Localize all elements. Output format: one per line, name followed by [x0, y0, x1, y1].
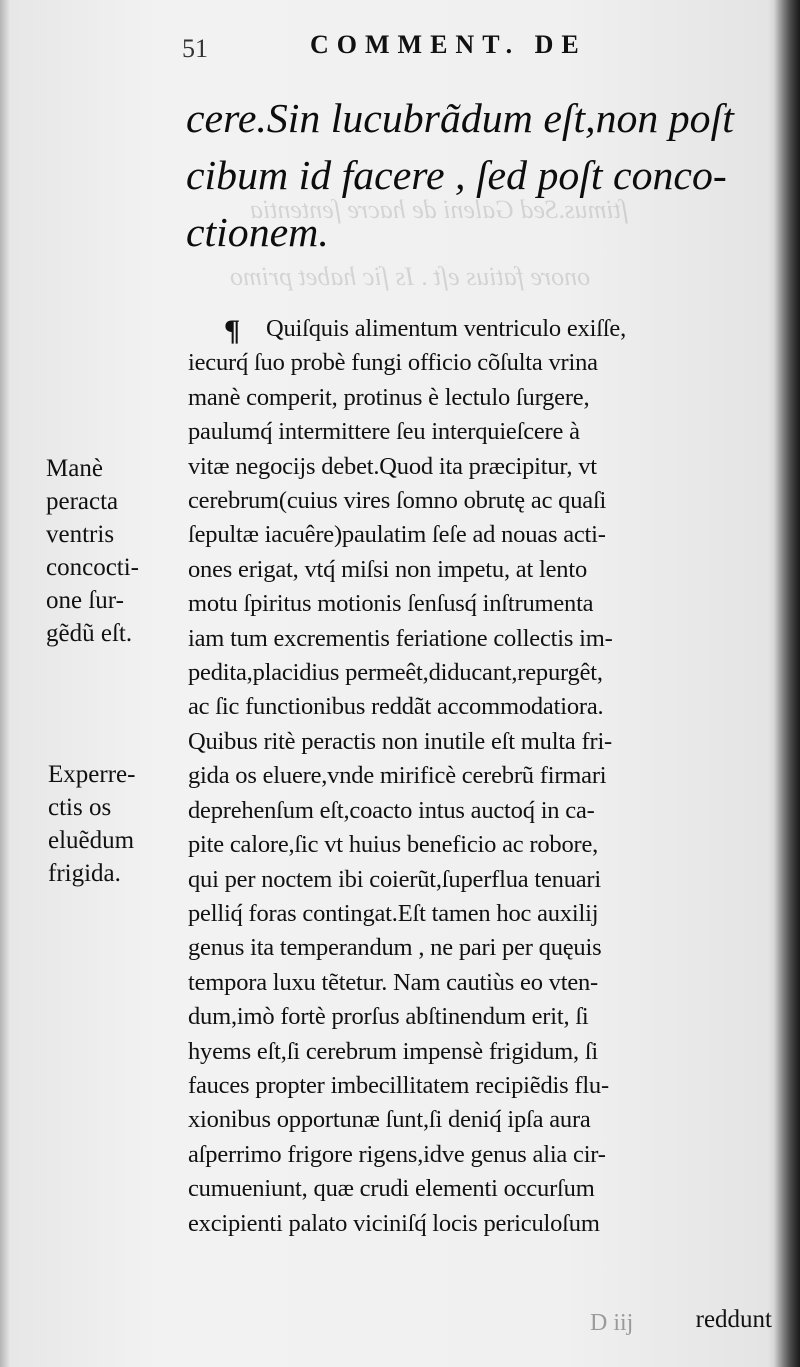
italic-line: ctionem. [186, 209, 329, 255]
margin-note-line: frigida. [48, 860, 121, 887]
body-line: iam tum excrementis feriatione collectis im- [188, 624, 613, 652]
body-line: qui per noctem ibi coierũt,ſuperflua tenuari [188, 865, 601, 893]
body-line: paulumq́ intermittere ſeu interquieſcere à [188, 418, 580, 446]
body-line: excipienti palato viciniſq́ locis periculoſum [188, 1209, 600, 1237]
body-line: ones erigat, vtq́ miſsi non impetu, at lento [188, 555, 587, 583]
show-through-text: onore fatius eſt . Is ſic habet primo [230, 262, 591, 291]
catchword: reddunt [695, 1306, 772, 1333]
running-head: COMMENT. DE [310, 30, 587, 59]
body-line: motu ſpiritus motionis ſenſusq́ inſtrumenta [188, 590, 594, 618]
body-line: pite calore,ſic vt huius beneficio ac robore, [188, 831, 599, 859]
margin-note-line: eluẽdum [48, 827, 135, 854]
body-line: deprehenſum eſt,coacto intus auctoq́ in ca- [188, 796, 595, 824]
body-line: Quibus ritè peractis non inutile eſt multa fri- [188, 727, 613, 755]
body-text [188, 312, 778, 1241]
italic-passage [186, 90, 788, 261]
body-line: pedita,placidius permeêt,diducant,repurgêt, [188, 659, 603, 687]
body-line: Quiſquis alimentum ventriculo exiſſe, [266, 315, 627, 342]
body-line: manè comperit, protinus è lectulo ſurgere, [188, 383, 590, 411]
body-line: ac ſic functionibus reddãt accommodatiora. [188, 693, 604, 721]
body-line: genus ita temperandum , ne pari per quęuis [188, 934, 602, 962]
body-line: ſepultæ iacuêre)paulatim ſeſe ad nouas acti- [188, 521, 606, 549]
margin-note [46, 452, 139, 650]
pilcrow-mark: ¶ [224, 314, 241, 347]
margin-note-line: Manè [46, 455, 103, 482]
show-through-text: ſtimus.Sed Galeni de hacre ſententia [250, 195, 629, 224]
body-line: cerebrum(cuius vires ſomno obrutę ac quaſi [188, 487, 607, 515]
body-line: pelliq́ foras contingat.Eſt tamen hoc auxilij [188, 899, 599, 927]
body-line: dum,imò fortè prorſus abſtinendum erit, ſi [188, 1003, 589, 1031]
margin-note-line: ventris [46, 521, 115, 548]
body-line: xionibus opportunæ ſunt,ſi deniq́ ipſa aura [188, 1106, 591, 1134]
margin-note [48, 758, 135, 890]
body-line: fauces propter imbecillitatem recipiẽdis flu- [188, 1071, 609, 1099]
body-line: cumueniunt, quæ crudi elementi occurſum [188, 1175, 595, 1203]
body-line: iecurq́ ſuo probè fungi officio cõſulta vrina [188, 349, 598, 377]
margin-note-line: ctis os [48, 794, 112, 821]
body-line: gida os eluere,vnde mirificè cerebrũ firmari [188, 762, 607, 790]
italic-line: cibum id facere , ſed poſt conco- [186, 152, 727, 198]
body-line: vitæ negocijs debet.Quod ita præcipitur, vt [188, 452, 597, 480]
margin-note-line: concocti- [46, 554, 140, 581]
margin-note-line: gẽdũ eſt. [46, 620, 133, 647]
body-line: aſperrimo frigore rigens,idve genus alia cir- [188, 1140, 606, 1168]
body-line: hyems eſt,ſi cerebrum impensè frigidum, ſi [188, 1037, 599, 1065]
page-number: 51 [182, 34, 208, 63]
signature-mark: D iij [590, 1310, 634, 1336]
margin-note-line: Experre- [48, 761, 136, 788]
margin-note-line: peracta [46, 488, 119, 515]
page-left-edge [0, 0, 10, 1367]
italic-line: cere.Sin lucubrãdum eſt,non poſt [186, 95, 734, 141]
margin-note-line: one ſur- [46, 587, 124, 614]
body-line: tempora luxu tẽtetur. Nam cautiùs eo vten- [188, 968, 599, 996]
